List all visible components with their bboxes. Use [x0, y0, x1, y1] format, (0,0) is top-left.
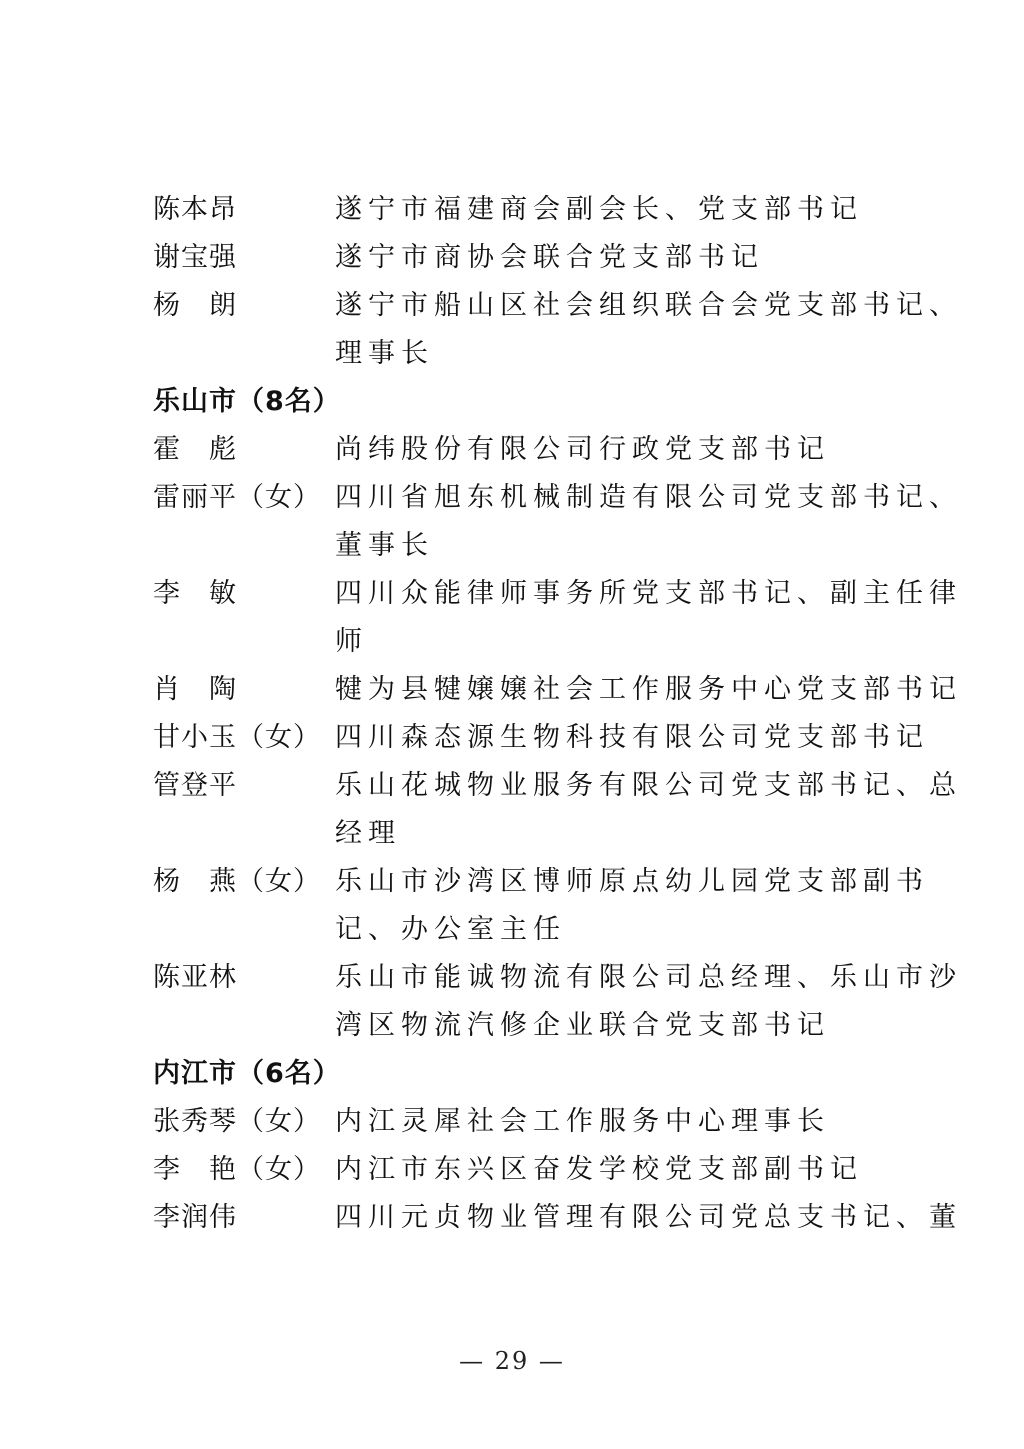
person-title: 四川省旭东机械制造有限公司党支部书记、 董事长 — [335, 482, 962, 561]
person-name: 陈本昂 — [153, 194, 237, 225]
section-neijiang — [153, 1050, 962, 1242]
list-item — [153, 234, 883, 282]
list-item — [153, 426, 883, 474]
person-name: 李 艳（女） — [153, 1154, 321, 1185]
document-body — [153, 186, 962, 1242]
list-item — [153, 282, 962, 378]
person-title: 乐山花城物业服务有限公司党支部书记、总 经理 — [335, 770, 962, 849]
person-name: 管登平 — [153, 770, 237, 801]
person-title: 乐山市沙湾区博师原点幼儿园党支部副书 记、办公室主任 — [335, 866, 929, 945]
person-title: 四川众能律师事务所党支部书记、副主任律 师 — [335, 578, 962, 657]
person-title: 遂宁市商协会联合党支部书记 — [335, 242, 764, 273]
person-title: 遂宁市船山区社会组织联合会党支部书记、 理事长 — [335, 290, 962, 369]
list-item — [153, 570, 962, 666]
person-title: 乐山市能诚物流有限公司总经理、乐山市沙 湾区物流汽修企业联合党支部书记 — [335, 962, 962, 1041]
person-name: 雷丽平（女） — [153, 482, 321, 513]
list-item — [153, 1194, 962, 1242]
person-name: 张秀琴（女） — [153, 1106, 321, 1137]
person-name: 杨 燕（女） — [153, 866, 321, 897]
person-name: 李润伟 — [153, 1202, 237, 1233]
list-item — [153, 858, 929, 954]
list-item — [153, 954, 962, 1050]
list-item — [153, 666, 962, 714]
person-name: 肖 陶 — [153, 674, 237, 705]
person-title: 内江灵犀社会工作服务中心理事长 — [335, 1106, 830, 1137]
section-heading: 乐山市（8名） — [153, 386, 341, 417]
list-item — [153, 1098, 883, 1146]
person-title: 内江市东兴区奋发学校党支部副书记 — [335, 1154, 863, 1185]
person-title: 遂宁市福建商会副会长、党支部书记 — [335, 194, 863, 225]
page-number: — 29 — — [459, 1347, 565, 1375]
list-item — [153, 474, 962, 570]
list-item — [153, 714, 929, 762]
list-item — [153, 186, 883, 234]
person-name: 李 敏 — [153, 578, 237, 609]
person-title: 四川森态源生物科技有限公司党支部书记 — [335, 722, 929, 753]
person-name: 甘小玉（女） — [153, 722, 321, 753]
section-suining-continued — [153, 186, 962, 378]
list-item — [153, 762, 962, 858]
person-name: 陈亚林 — [153, 962, 237, 993]
person-title: 四川元贞物业管理有限公司党总支书记、董 — [335, 1202, 962, 1233]
person-title: 犍为县犍嬢嬢社会工作服务中心党支部书记 — [335, 674, 962, 705]
person-name: 杨 朗 — [153, 290, 237, 321]
person-name: 谢宝强 — [153, 242, 237, 273]
list-item — [153, 1146, 883, 1194]
section-heading: 内江市（6名） — [153, 1058, 341, 1089]
section-leshan — [153, 378, 962, 1050]
person-name: 霍 彪 — [153, 434, 237, 465]
person-title: 尚纬股份有限公司行政党支部书记 — [335, 434, 830, 465]
